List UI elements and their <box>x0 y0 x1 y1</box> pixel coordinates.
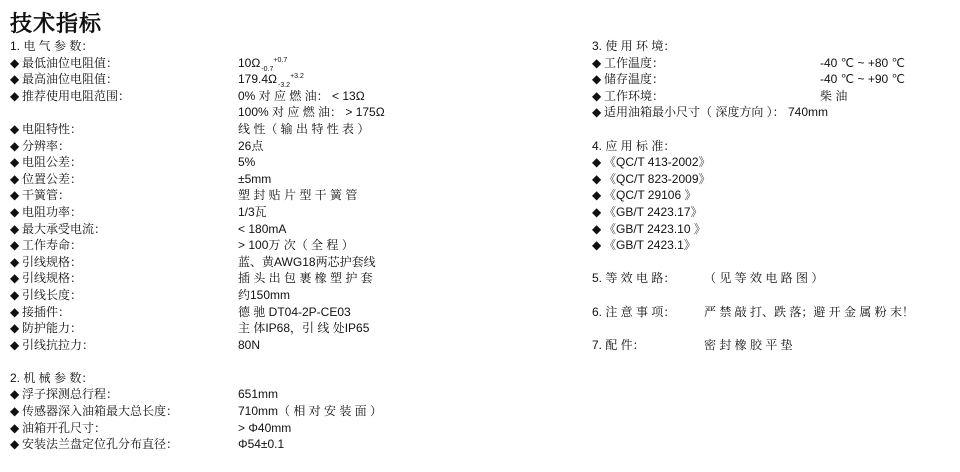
spec-value <box>820 88 847 105</box>
spec-value-text: 80N <box>238 337 261 352</box>
standard-text: 《GB/T 2423.10 》 <box>604 221 706 236</box>
spec-value-text: 插 头 出 包 裹 橡 塑 护 套 <box>238 271 373 286</box>
bullet-icon: ◆ <box>10 138 20 153</box>
standard-text: 《QC/T 413-2002》 <box>604 155 711 170</box>
spec-label <box>10 55 118 72</box>
spec-label-text: 引线长度： <box>22 287 83 302</box>
spec-value <box>238 320 369 337</box>
tolerance-lower: -0.7 <box>261 65 274 73</box>
tolerance-upper: +0.7 <box>273 56 288 64</box>
spec-value-text: -40 ℃ ~ +90 ℃ <box>820 72 905 87</box>
bullet-icon: ◆ <box>10 155 20 170</box>
spec-value-text: 德 驰 DT04-2P-CE03 <box>238 304 351 319</box>
section-circuit-value: （ 见 等 效 电 路 图 ） <box>704 271 824 286</box>
spec-label-text: 最高油位电阻值： <box>22 72 119 87</box>
spec-label-text: 接插件： <box>22 304 71 319</box>
spec-row <box>10 121 460 138</box>
standard-label <box>592 187 697 204</box>
spec-value-text: 柴 油 <box>820 88 848 103</box>
standard-item <box>592 221 952 238</box>
spec-label-text: 适用油箱最小尺寸（ 深度方向 ）： 740mm <box>604 105 829 120</box>
standard-item <box>592 171 952 188</box>
spec-row <box>10 337 460 354</box>
bullet-icon: ◆ <box>10 88 20 103</box>
spec-value-text: > Φ40mm <box>238 420 292 435</box>
standard-label <box>592 154 711 171</box>
standard-label <box>592 221 706 238</box>
spec-label <box>10 287 82 304</box>
bullet-icon: ◆ <box>592 88 602 103</box>
spec-row <box>10 221 460 238</box>
spec-label-text: 最低油位电阻值： <box>22 55 119 70</box>
section-electrical-title: 1. 电 气 参 数： <box>10 39 94 53</box>
spec-label-text: 工作寿命： <box>22 238 83 253</box>
spec-label-text: 位置公差： <box>22 171 83 186</box>
spec-value <box>238 287 290 304</box>
spec-label-text: 工作温度： <box>604 55 665 70</box>
section-accessories <box>592 337 952 354</box>
spec-value <box>238 104 385 121</box>
spec-value <box>238 337 260 354</box>
spec-value-text: 1/3瓦 <box>238 204 267 219</box>
spec-value <box>238 237 354 254</box>
spec-label <box>10 270 82 287</box>
spec-value-text: < 180mA <box>238 221 287 236</box>
section-notes-value: 严 禁 敲 打、跌 落；避 开 金 属 粉 末！ <box>704 304 915 319</box>
bullet-icon: ◆ <box>10 420 20 435</box>
bullet-icon: ◆ <box>592 55 602 70</box>
bullet-icon: ◆ <box>10 188 20 203</box>
spec-value-text: -40 ℃ ~ +80 ℃ <box>820 55 905 70</box>
spec-label <box>10 154 82 171</box>
spec-label <box>10 88 130 105</box>
spec-row <box>10 171 460 188</box>
bullet-icon: ◆ <box>592 155 602 170</box>
spec-row <box>10 420 460 437</box>
spec-label-text: 引线规格： <box>22 271 83 286</box>
spec-value <box>820 55 905 72</box>
bullet-icon: ◆ <box>10 287 20 302</box>
bullet-icon: ◆ <box>10 404 20 419</box>
spec-value <box>238 171 271 188</box>
spec-value-text: 线 性（ 输 出 特 性 表 ） <box>238 121 370 136</box>
bullet-icon: ◆ <box>592 105 602 120</box>
spec-label <box>10 420 106 437</box>
spec-label <box>10 171 82 188</box>
spec-value-text: 651mm <box>238 387 279 402</box>
spec-value <box>238 187 357 204</box>
spec-value-text: > 100万 次（ 全 程 ） <box>238 238 354 253</box>
spec-value-text: 179.4Ω <box>238 72 277 87</box>
spec-label-text: 浮子探测总行程： <box>22 387 119 402</box>
spec-label <box>10 138 70 155</box>
spec-value-text: Φ54±0.1 <box>238 437 285 452</box>
spec-value-text: ±5mm <box>238 171 272 186</box>
right-column <box>592 38 952 353</box>
bullet-icon: ◆ <box>592 221 602 236</box>
bullet-icon: ◆ <box>592 188 602 203</box>
bullet-icon: ◆ <box>10 304 20 319</box>
mechanical-params-list <box>10 386 460 452</box>
standard-label <box>592 204 703 221</box>
spec-value-text: 主 体IP68，引 线 处IP65 <box>238 321 370 336</box>
spec-row <box>592 71 952 88</box>
bullet-icon: ◆ <box>10 254 20 269</box>
spec-value <box>238 88 365 105</box>
spec-row <box>10 204 460 221</box>
spec-row <box>10 71 460 88</box>
spec-row <box>10 287 460 304</box>
spec-label <box>10 221 106 238</box>
spec-row <box>10 270 460 287</box>
spec-value-text: 100% 对 应 燃 油： > 175Ω <box>238 105 385 120</box>
bullet-icon: ◆ <box>10 204 20 219</box>
section-circuit <box>592 270 952 287</box>
spec-label-text: 电阻公差： <box>22 155 83 170</box>
spec-label-text: 干簧管： <box>22 188 71 203</box>
spec-label <box>10 121 82 138</box>
spec-value <box>238 386 278 403</box>
electrical-params-list <box>10 55 460 354</box>
spec-value-text: 10Ω <box>238 55 261 70</box>
spec-row <box>592 104 952 121</box>
spec-label-text: 分辨率： <box>22 138 71 153</box>
spec-label-text: 电阻特性： <box>22 121 83 136</box>
standard-text: 《QC/T 823-2009》 <box>604 171 711 186</box>
spec-value <box>238 270 373 287</box>
bullet-icon: ◆ <box>10 437 20 452</box>
bullet-icon: ◆ <box>10 171 20 186</box>
spec-value <box>238 121 369 138</box>
bullet-icon: ◆ <box>10 55 20 70</box>
spec-row <box>10 386 460 403</box>
spec-value-text: 710mm（ 相 对 安 装 面 ） <box>238 404 383 419</box>
spec-row <box>10 154 460 171</box>
spec-label <box>10 403 178 420</box>
spec-value-text: 塑 封 贴 片 型 干 簧 管 <box>238 188 358 203</box>
spec-row <box>10 436 460 453</box>
bullet-icon: ◆ <box>10 337 20 352</box>
standard-label <box>592 237 696 254</box>
bullet-icon: ◆ <box>592 72 602 87</box>
spec-row <box>592 88 952 105</box>
spec-label <box>592 71 664 88</box>
spec-value-text: 5% <box>238 155 256 170</box>
spec-value <box>238 254 376 271</box>
spec-value-text: 蓝、黄AWG18两芯护套线 <box>238 254 376 269</box>
bullet-icon: ◆ <box>10 72 20 87</box>
standard-item <box>592 187 952 204</box>
spec-label-text: 引线抗拉力： <box>22 337 95 352</box>
spec-label-text: 传感器深入油箱最大总长度： <box>22 404 179 419</box>
section-circuit-label: 5. 等 效 电 路： <box>592 271 676 286</box>
spec-label-text: 最大承受电流： <box>22 221 107 236</box>
section-environment-title: 3. 使 用 环 境： <box>592 39 676 53</box>
spec-row <box>10 320 460 337</box>
spec-row <box>10 104 460 121</box>
spec-label-text: 电阻功率： <box>22 204 83 219</box>
standard-text: 《GB/T 2423.17》 <box>604 204 703 219</box>
spec-label-text: 安装法兰盘定位孔分布直径： <box>22 437 179 452</box>
bullet-icon: ◆ <box>10 238 20 253</box>
spec-value <box>238 304 351 321</box>
spec-value-text: 0% 对 应 燃 油： < 13Ω <box>238 88 365 103</box>
bullet-icon: ◆ <box>10 387 20 402</box>
spec-row <box>10 304 460 321</box>
spec-label <box>592 104 828 121</box>
spec-label <box>10 304 70 321</box>
spec-row <box>10 187 460 204</box>
spec-label-text: 推荐使用电阻范围： <box>22 88 131 103</box>
standards-list <box>592 154 952 254</box>
spec-value-text: 约150mm <box>238 287 291 302</box>
spec-label <box>10 386 118 403</box>
spec-value <box>238 138 263 155</box>
spec-label <box>592 55 664 72</box>
section-notes <box>592 304 952 321</box>
spec-row <box>10 55 460 72</box>
spec-label-text: 防护能力： <box>22 321 83 336</box>
spec-row <box>10 138 460 155</box>
standard-item <box>592 237 952 254</box>
spec-label <box>10 237 82 254</box>
spec-label <box>10 337 94 354</box>
bullet-icon: ◆ <box>10 221 20 236</box>
spec-row <box>10 254 460 271</box>
spec-value <box>238 204 267 221</box>
spec-label <box>592 88 664 105</box>
tolerance-upper: +3.2 <box>290 73 304 81</box>
spec-label <box>10 320 82 337</box>
section-mechanical-title: 2. 机 械 参 数： <box>10 370 94 385</box>
bullet-icon: ◆ <box>592 238 602 253</box>
tolerance-lower: -3.2 <box>278 82 291 90</box>
section-notes-label: 6. 注 意 事 项： <box>592 304 676 319</box>
spec-label-text: 储存温度： <box>604 72 665 87</box>
bullet-icon: ◆ <box>10 321 20 336</box>
standard-label <box>592 171 711 188</box>
spec-label-text: 油箱开孔尺寸： <box>22 420 107 435</box>
spec-row <box>10 88 460 105</box>
left-column <box>10 38 460 453</box>
spec-value <box>238 420 291 437</box>
spec-value-text: 26点 <box>238 138 264 153</box>
section-accessories-value: 密 封 橡 胶 平 垫 <box>704 337 793 352</box>
bullet-icon: ◆ <box>592 171 602 186</box>
section-accessories-label: 7. 配 件： <box>592 337 645 352</box>
spec-row <box>592 55 952 72</box>
spec-label <box>10 187 70 204</box>
spec-value <box>238 403 382 420</box>
spec-label-text: 工作环境： <box>604 88 665 103</box>
spec-label <box>10 254 82 271</box>
page-title: 技术指标 <box>10 11 103 36</box>
spec-value <box>238 436 284 453</box>
spec-label <box>10 204 82 221</box>
spec-label <box>10 436 178 453</box>
spec-value <box>820 71 905 88</box>
spec-row <box>10 237 460 254</box>
standard-text: 《QC/T 29106 》 <box>604 188 697 203</box>
spec-value <box>238 221 286 238</box>
spec-row <box>10 403 460 420</box>
bullet-icon: ◆ <box>10 121 20 136</box>
spec-label <box>10 71 118 88</box>
standard-item <box>592 204 952 221</box>
environment-list <box>592 55 952 121</box>
standard-item <box>592 154 952 171</box>
section-standards-title: 4. 应 用 标 准： <box>592 138 676 153</box>
spec-label-text: 引线规格： <box>22 254 83 269</box>
bullet-icon: ◆ <box>592 204 602 219</box>
bullet-icon: ◆ <box>10 271 20 286</box>
spec-value <box>238 154 255 171</box>
standard-text: 《GB/T 2423.1》 <box>604 238 696 253</box>
